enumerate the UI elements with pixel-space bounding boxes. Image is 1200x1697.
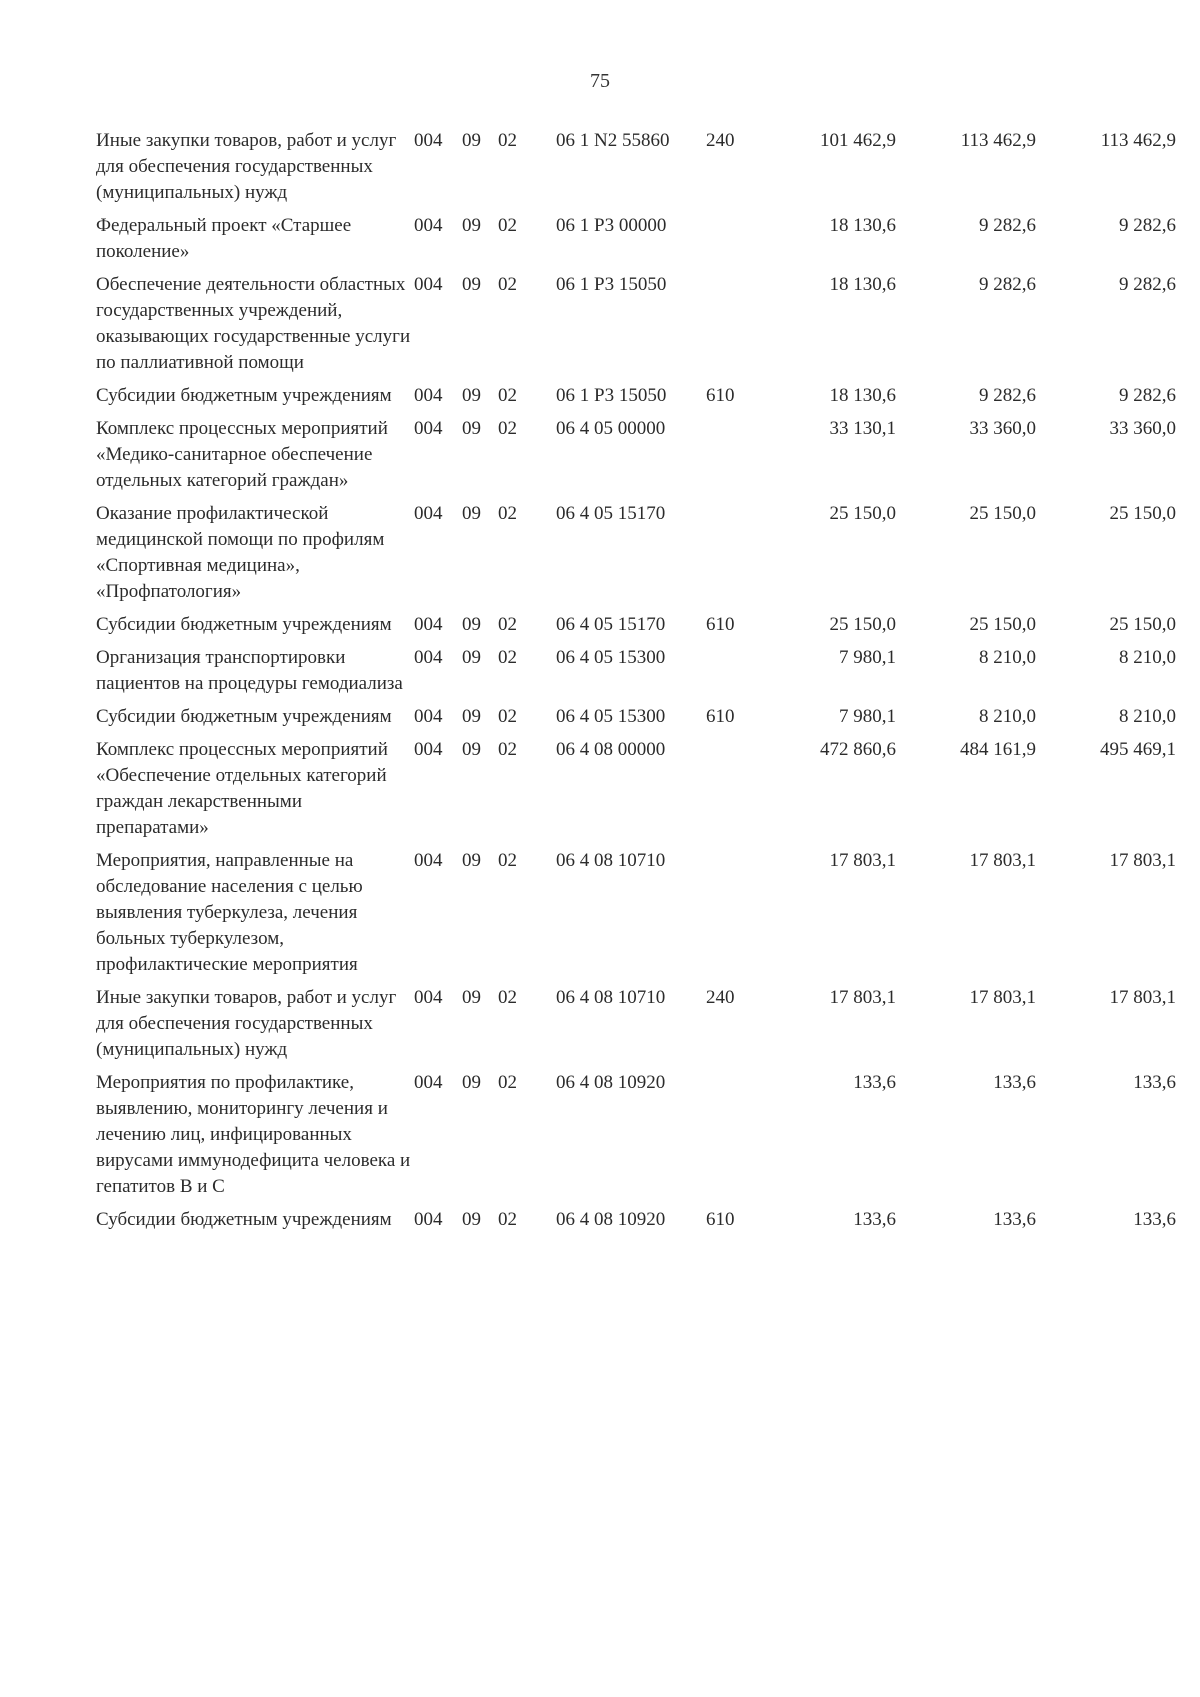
amount-year-1: 101 462,9 — [820, 130, 896, 151]
amount-year-2: 9 282,6 — [979, 274, 1036, 295]
amount-year-3: 495 469,1 — [1100, 739, 1176, 760]
subsection-code: 02 — [498, 385, 517, 406]
section-code: 09 — [462, 385, 481, 406]
table-row — [96, 737, 1176, 841]
ministry-code: 004 — [414, 987, 443, 1008]
table-row — [96, 985, 1176, 1063]
target-item-code: 06 4 05 15300 — [556, 706, 666, 727]
amount-year-1: 17 803,1 — [829, 850, 896, 871]
expense-type-code: 240 — [706, 130, 735, 151]
target-item-code: 06 1 P3 00000 — [556, 215, 667, 236]
amount-year-1: 18 130,6 — [829, 274, 896, 295]
amount-year-1: 472 860,6 — [820, 739, 896, 760]
expense-name: Субсидии бюджетным учреждениям — [96, 614, 392, 635]
expense-name: Субсидии бюджетным учреждениям — [96, 1209, 392, 1230]
expense-type-code: 610 — [706, 706, 735, 727]
ministry-code: 004 — [414, 418, 443, 439]
subsection-code: 02 — [498, 739, 517, 760]
section-code: 09 — [462, 647, 481, 668]
ministry-code: 004 — [414, 503, 443, 524]
table-row — [96, 1207, 1176, 1233]
expense-name: Оказание профилактической медицинской помощи по профилям «Спортивная медицина», «Профпатология» — [96, 503, 385, 602]
amount-year-3: 8 210,0 — [1119, 706, 1176, 727]
amount-year-1: 18 130,6 — [829, 385, 896, 406]
target-item-code: 06 4 08 10920 — [556, 1209, 666, 1230]
page-number: 75 — [590, 70, 610, 92]
amount-year-1: 25 150,0 — [829, 503, 896, 524]
ministry-code: 004 — [414, 130, 443, 151]
amount-year-1: 25 150,0 — [829, 614, 896, 635]
amount-year-1: 18 130,6 — [829, 215, 896, 236]
ministry-code: 004 — [414, 739, 443, 760]
amount-year-3: 8 210,0 — [1119, 647, 1176, 668]
expense-name: Организация транспортировки пациентов на процедуры гемодиализа — [96, 647, 403, 694]
ministry-code: 004 — [414, 274, 443, 295]
amount-year-2: 8 210,0 — [979, 706, 1036, 727]
target-item-code: 06 4 05 15170 — [556, 614, 666, 635]
amount-year-3: 33 360,0 — [1109, 418, 1176, 439]
table-row — [96, 383, 1176, 409]
subsection-code: 02 — [498, 418, 517, 439]
ministry-code: 004 — [414, 706, 443, 727]
expense-type-code: 610 — [706, 385, 735, 406]
table-row — [96, 213, 1176, 265]
table-row — [96, 272, 1176, 376]
target-item-code: 06 1 P3 15050 — [556, 274, 667, 295]
table-row — [96, 704, 1176, 730]
amount-year-3: 113 462,9 — [1100, 130, 1176, 151]
expense-name: Федеральный проект «Старшее поколение» — [96, 215, 352, 262]
section-code: 09 — [462, 739, 481, 760]
subsection-code: 02 — [498, 215, 517, 236]
ministry-code: 004 — [414, 385, 443, 406]
expense-name: Комплекс процессных мероприятий «Обеспечение отдельных категорий граждан лекарственными препаратами» — [96, 739, 388, 838]
amount-year-3: 17 803,1 — [1109, 987, 1176, 1008]
subsection-code: 02 — [498, 987, 517, 1008]
expense-name: Мероприятия, направленные на обследование населения с целью выявления туберкулеза, лечения больных туберкулезом, профилактические мероприятия — [96, 850, 363, 975]
subsection-code: 02 — [498, 850, 517, 871]
subsection-code: 02 — [498, 1209, 517, 1230]
ministry-code: 004 — [414, 1209, 443, 1230]
section-code: 09 — [462, 987, 481, 1008]
table-row — [96, 501, 1176, 605]
section-code: 09 — [462, 418, 481, 439]
amount-year-2: 113 462,9 — [960, 130, 1036, 151]
expense-name: Обеспечение деятельности областных государственных учреждений, оказывающих государственные услуги по паллиативной помощи — [96, 274, 411, 373]
section-code: 09 — [462, 850, 481, 871]
amount-year-1: 133,6 — [853, 1072, 896, 1093]
amount-year-1: 33 130,1 — [829, 418, 896, 439]
amount-year-2: 9 282,6 — [979, 385, 1036, 406]
table-row — [96, 612, 1176, 638]
subsection-code: 02 — [498, 274, 517, 295]
section-code: 09 — [462, 1072, 481, 1093]
subsection-code: 02 — [498, 1072, 517, 1093]
table-row — [96, 848, 1176, 978]
expense-name: Субсидии бюджетным учреждениям — [96, 385, 392, 406]
expense-type-code: 610 — [706, 614, 735, 635]
amount-year-3: 25 150,0 — [1109, 614, 1176, 635]
amount-year-3: 9 282,6 — [1119, 215, 1176, 236]
expense-name: Иные закупки товаров, работ и услуг для обеспечения государственных (муниципальных) нужд — [96, 987, 397, 1060]
target-item-code: 06 1 P3 15050 — [556, 385, 667, 406]
expense-type-code: 240 — [706, 987, 735, 1008]
table-row — [96, 128, 1176, 206]
amount-year-3: 9 282,6 — [1119, 385, 1176, 406]
target-item-code: 06 4 05 00000 — [556, 418, 666, 439]
ministry-code: 004 — [414, 215, 443, 236]
section-code: 09 — [462, 215, 481, 236]
amount-year-2: 8 210,0 — [979, 647, 1036, 668]
amount-year-2: 25 150,0 — [969, 614, 1036, 635]
amount-year-1: 133,6 — [853, 1209, 896, 1230]
target-item-code: 06 4 08 00000 — [556, 739, 666, 760]
amount-year-3: 17 803,1 — [1109, 850, 1176, 871]
budget-table — [96, 128, 1176, 1240]
table-row — [96, 416, 1176, 494]
expense-name: Субсидии бюджетным учреждениям — [96, 706, 392, 727]
amount-year-3: 9 282,6 — [1119, 274, 1176, 295]
target-item-code: 06 4 08 10710 — [556, 850, 666, 871]
ministry-code: 004 — [414, 647, 443, 668]
expense-name: Мероприятия по профилактике, выявлению, мониторингу лечения и лечению лиц, инфицированных вирусами иммунодефицита человека и гепатитов В и С — [96, 1072, 411, 1197]
amount-year-2: 9 282,6 — [979, 215, 1036, 236]
amount-year-2: 484 161,9 — [960, 739, 1036, 760]
ministry-code: 004 — [414, 1072, 443, 1093]
subsection-code: 02 — [498, 647, 517, 668]
subsection-code: 02 — [498, 503, 517, 524]
amount-year-2: 33 360,0 — [969, 418, 1036, 439]
section-code: 09 — [462, 1209, 481, 1230]
expense-type-code: 610 — [706, 1209, 735, 1230]
ministry-code: 004 — [414, 614, 443, 635]
section-code: 09 — [462, 274, 481, 295]
amount-year-3: 25 150,0 — [1109, 503, 1176, 524]
amount-year-1: 7 980,1 — [839, 706, 896, 727]
table-row — [96, 645, 1176, 697]
section-code: 09 — [462, 614, 481, 635]
expense-name: Иные закупки товаров, работ и услуг для обеспечения государственных (муниципальных) нужд — [96, 130, 397, 203]
target-item-code: 06 4 08 10710 — [556, 987, 666, 1008]
subsection-code: 02 — [498, 706, 517, 727]
target-item-code: 06 1 N2 55860 — [556, 130, 670, 151]
amount-year-2: 133,6 — [993, 1072, 1036, 1093]
target-item-code: 06 4 05 15300 — [556, 647, 666, 668]
section-code: 09 — [462, 503, 481, 524]
ministry-code: 004 — [414, 850, 443, 871]
amount-year-2: 17 803,1 — [969, 987, 1036, 1008]
section-code: 09 — [462, 130, 481, 151]
target-item-code: 06 4 08 10920 — [556, 1072, 666, 1093]
subsection-code: 02 — [498, 614, 517, 635]
expense-name: Комплекс процессных мероприятий «Медико-санитарное обеспечение отдельных категорий граждан» — [96, 418, 388, 491]
amount-year-3: 133,6 — [1133, 1209, 1176, 1230]
subsection-code: 02 — [498, 130, 517, 151]
amount-year-2: 25 150,0 — [969, 503, 1036, 524]
table-row — [96, 1070, 1176, 1200]
section-code: 09 — [462, 706, 481, 727]
target-item-code: 06 4 05 15170 — [556, 503, 666, 524]
amount-year-2: 133,6 — [993, 1209, 1036, 1230]
amount-year-3: 133,6 — [1133, 1072, 1176, 1093]
amount-year-1: 7 980,1 — [839, 647, 896, 668]
amount-year-1: 17 803,1 — [829, 987, 896, 1008]
amount-year-2: 17 803,1 — [969, 850, 1036, 871]
